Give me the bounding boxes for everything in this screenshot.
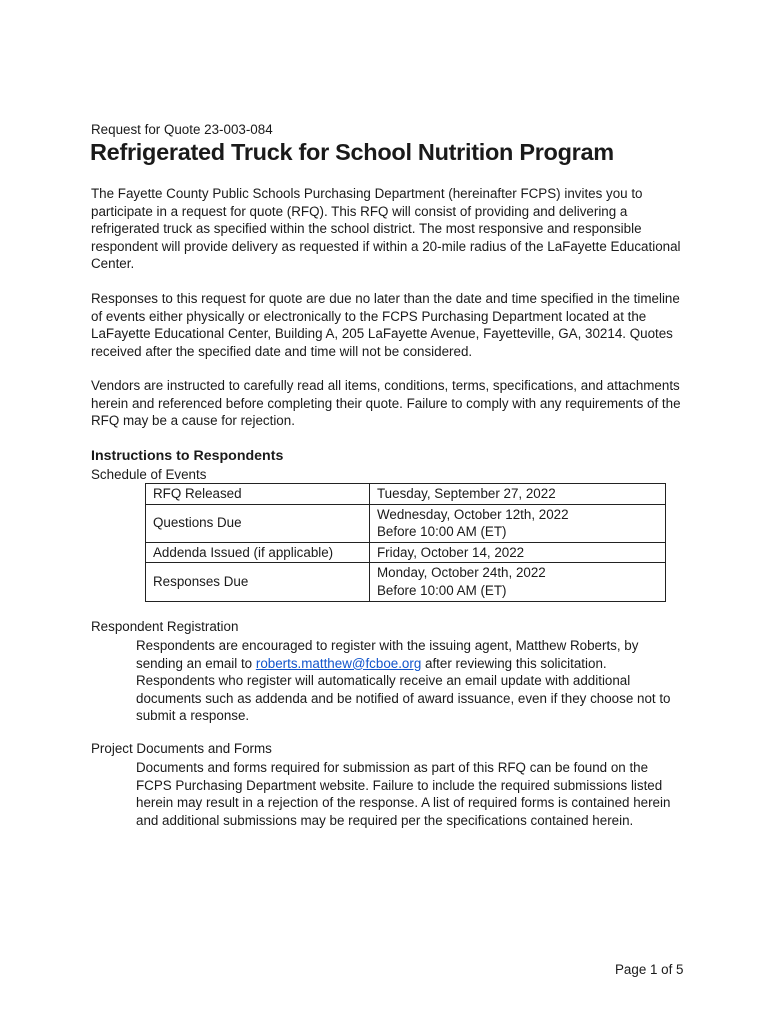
intro-paragraph-1: The Fayette County Public Schools Purchasing Department (hereinafter FCPS) invites you to participate in a request for quote (RFQ). This RFQ will consist of providing and delivering a refrigerated truck as specified within the school district. The most responsive and responsible respondent will provide delivery as requested if within a 20-mile radius of the LaFayette Educational Center. [91, 186, 681, 272]
registration-text-before: Respondents are encouraged to register with the issuing agent, Matthew Roberts, by sending an email to [136, 638, 639, 671]
registration-text-after: after reviewing this solicitation. Respondents who register will automatically receive an email update with additional documents such as addenda and be notified of award issuance, even if they choose not to submit a response. [136, 655, 671, 724]
documents-text: Documents and forms required for submission as part of this RFQ can be found on the FCPS Purchasing Department website. Failure to include the required submissions listed herein may result in a rejection of the response. A list of required forms is contained herein and additional submissions may be required per the specifications contained herein. [136, 760, 671, 828]
event-date [370, 484, 666, 505]
registration-text [136, 637, 686, 725]
event-name: Responses Due [146, 563, 370, 601]
table-row [146, 484, 666, 505]
table-row [146, 504, 666, 542]
event-date-line: Monday, October 24th, 2022 [377, 565, 546, 581]
event-name: RFQ Released [146, 484, 370, 505]
event-name: Questions Due [146, 504, 370, 542]
documents-heading: Project Documents and Forms [91, 741, 272, 756]
table-row [146, 542, 666, 563]
intro-paragraph-2: Responses to this request for quote are due no later than the date and time specified in the timeline of events either physically or electronically to the FCPS Purchasing Department located at the LaFayette Educational Center, Building A, 205 LaFayette Avenue, Fayetteville, GA, 30214. Quotes received after the specified date and time will not be considered. [91, 291, 680, 359]
table-row [146, 563, 666, 601]
event-time-line: Before 10:00 AM (ET) [377, 524, 507, 540]
document-title: Refrigerated Truck for School Nutrition Program [90, 139, 614, 165]
instructions-heading: Instructions to Respondents [91, 448, 284, 464]
email-link[interactable]: roberts.matthew@fcboe.org [255, 655, 422, 671]
event-time-line: Before 10:00 AM (ET) [377, 582, 507, 598]
event-date [370, 542, 666, 563]
event-date-line: Tuesday, September 27, 2022 [377, 486, 556, 501]
schedule-label: Schedule of Events [91, 467, 207, 482]
intro-paragraph-3: Vendors are instructed to carefully read all items, conditions, terms, specifications, and attachments herein and referenced before completing their quote. Failure to comply with any requirements of the RFQ may be a cause for rejection. [91, 378, 681, 429]
event-name: Addenda Issued (if applicable) [146, 542, 370, 563]
event-date-line: Wednesday, October 12th, 2022 [377, 506, 569, 522]
event-date [370, 563, 666, 601]
event-date-line: Friday, October 14, 2022 [377, 544, 525, 560]
page-number: Page 1 of 5 [615, 962, 684, 977]
schedule-table [145, 483, 666, 602]
event-date [370, 504, 666, 542]
rfq-number: Request for Quote 23-003-084 [91, 122, 273, 137]
registration-heading: Respondent Registration [91, 619, 239, 634]
